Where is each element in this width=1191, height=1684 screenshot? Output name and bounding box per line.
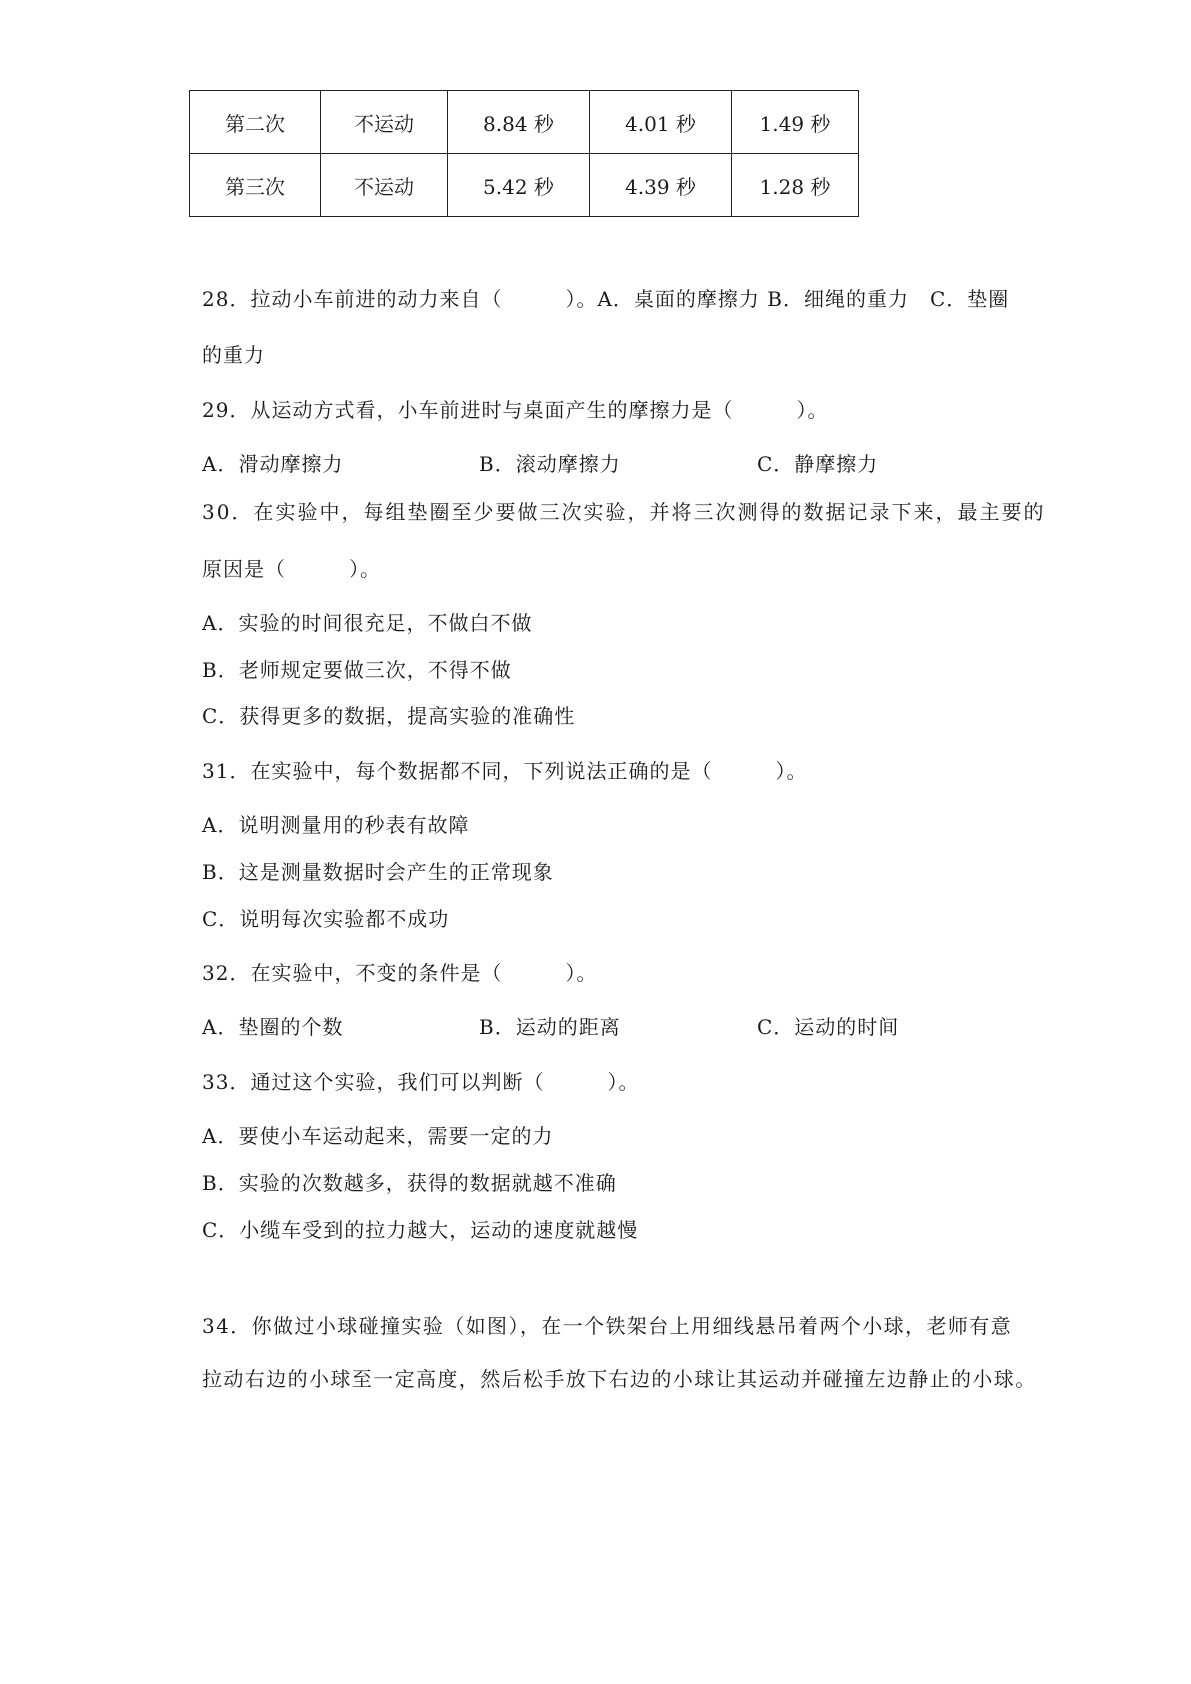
table-cell: 4.39 秒 (590, 154, 732, 217)
question-30-option-c: C．获得更多的数据，提高实验的准确性 (202, 704, 576, 728)
question-28-line-2: 的重力 (202, 343, 265, 367)
question-31-option-c: C．说明每次实验都不成功 (202, 907, 450, 931)
table-cell: 1.49 秒 (732, 91, 859, 154)
experiment-data-table (189, 90, 859, 217)
question-32-stem: 32．在实验中，不变的条件是（ ）。 (202, 961, 598, 985)
question-31-option-b: B．这是测量数据时会产生的正常现象 (202, 860, 554, 884)
table-cell: 第三次 (190, 154, 321, 217)
question-29-option-a: A．滑动摩擦力 (202, 452, 344, 476)
question-34-line-1: 34．你做过小球碰撞实验（如图），在一个铁架台上用细线悬吊着两个小球，老师有意 (202, 1314, 1013, 1338)
question-30-option-b: B．老师规定要做三次，不得不做 (202, 658, 512, 682)
table-cell: 不运动 (321, 91, 448, 154)
question-31-stem: 31．在实验中，每个数据都不同，下列说法正确的是（ ）。 (202, 759, 808, 783)
question-31-option-a: A．说明测量用的秒表有故障 (202, 813, 470, 837)
question-28-line-1: 28．拉动小车前进的动力来自（ ）。A．桌面的摩擦力 B．细绳的重力 C．垫圈 (202, 287, 1010, 311)
question-33-option-c: C．小缆车受到的拉力越大，运动的速度就越慢 (202, 1218, 639, 1242)
table-cell: 第二次 (190, 91, 321, 154)
question-29-option-b: B．滚动摩擦力 (479, 452, 621, 476)
table-cell: 5.42 秒 (448, 154, 590, 217)
question-33-option-b: B．实验的次数越多，获得的数据就越不准确 (202, 1171, 617, 1195)
question-29-option-c: C．静摩擦力 (757, 452, 879, 476)
table-row (190, 154, 859, 217)
table-row (190, 91, 859, 154)
question-30-line-2: 原因是（ ）。 (202, 557, 381, 581)
question-30-line-1: 30．在实验中，每组垫圈至少要做三次实验，并将三次测得的数据记录下来，最主要的 (202, 500, 1046, 524)
question-34-line-2: 拉动右边的小球至一定高度，然后松手放下右边的小球让其运动并碰撞左边静止的小球。 (202, 1367, 1037, 1391)
table-cell: 8.84 秒 (448, 91, 590, 154)
table-cell: 4.01 秒 (590, 91, 732, 154)
question-32-option-b: B．运动的距离 (479, 1015, 621, 1039)
question-33-stem: 33．通过这个实验，我们可以判断（ ）。 (202, 1070, 640, 1094)
question-30-option-a: A．实验的时间很充足，不做白不做 (202, 611, 533, 635)
table-cell: 不运动 (321, 154, 448, 217)
question-32-option-a: A．垫圈的个数 (202, 1015, 344, 1039)
question-29-stem: 29．从运动方式看，小车前进时与桌面产生的摩擦力是（ ）。 (202, 398, 829, 422)
question-33-option-a: A．要使小车运动起来，需要一定的力 (202, 1124, 554, 1148)
table-cell: 1.28 秒 (732, 154, 859, 217)
question-32-option-c: C．运动的时间 (757, 1015, 900, 1039)
